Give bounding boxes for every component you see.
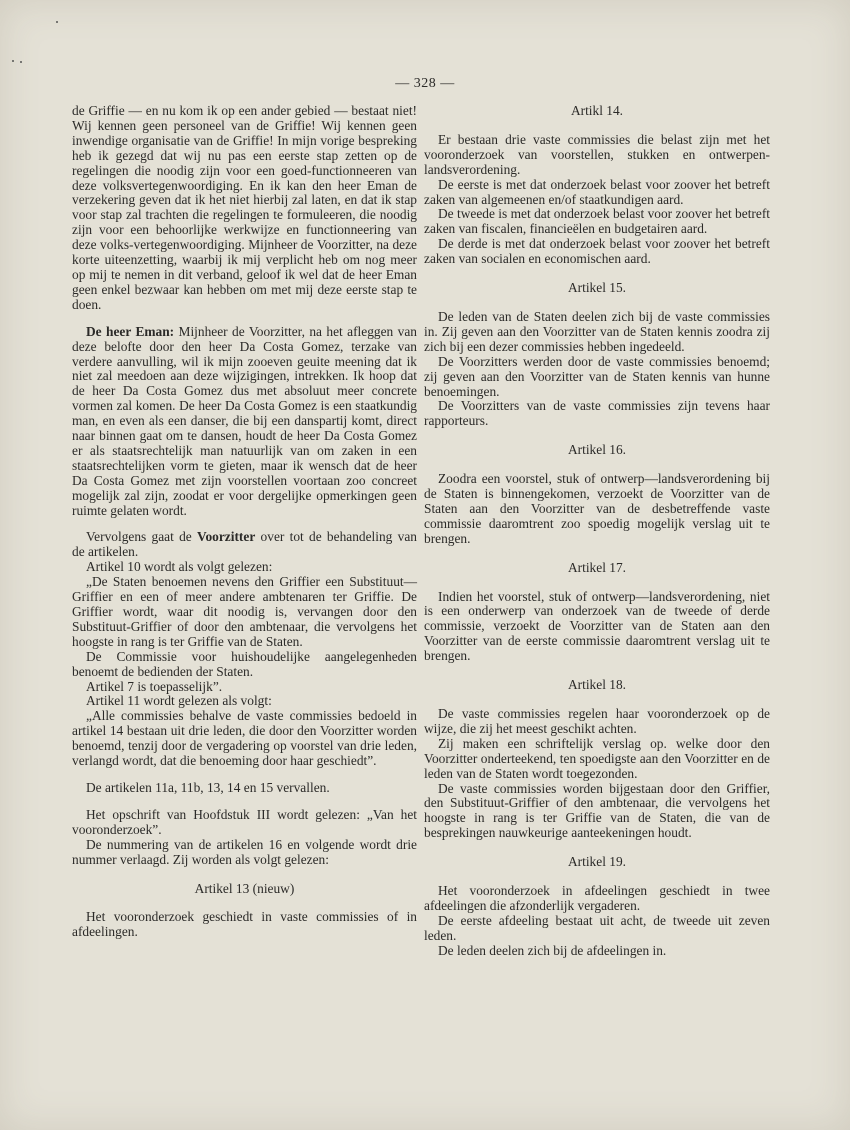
article-heading: Artikel 16. [567,442,626,458]
right-column [424,104,770,959]
speaker-name: Voorzitter [197,529,256,545]
paragraph: Artikel 10 wordt als volgt gelezen: [86,559,273,575]
speaker-name: De heer Eman: [86,323,175,339]
article-heading: Artikel 17. [567,559,626,575]
left-column [72,104,417,940]
paragraph: De leden van de Staten deelen zich bij de vaste commissies in. Zij geven aan den Voorzitter van de Staten kennis zoodra zij zich bij een dezer commissies hebben ingedeeld. [424,308,770,354]
paragraph: Het vooronderzoek in afdeelingen geschiedt in twee afdeelingen die afzonderlijk vergaderen. [424,883,770,913]
scan-speck [20,61,22,63]
text-run: Vervolgens gaat de [86,529,192,545]
paragraph: De vaste commissies worden bijgestaan door den Griffier, den Substituut-Griffier of den ambtenaar, die vervolgens het hoogste in rang is ter Griffie van de Staten, die van de besprekingen nauwkeurige aanteekeningen houdt. [424,780,770,841]
article-heading: Artikel 15. [567,280,626,296]
paragraph: Het vooronderzoek geschiedt in vaste commissies of in afdeelingen. [72,909,417,940]
paragraph: De eerste afdeeling bestaat uit acht, de tweede uit zeven leden. [424,912,770,943]
paragraph: Het opschrift van Hoofdstuk III wordt gelezen: „Van het vooronderzoek”. [72,806,417,837]
paragraph: De derde is met dat onderzoek belast voor zoover het betreft zaken van socialen en economischen aard. [424,236,770,267]
article-heading: Artikel 13 (nieuw) [194,880,295,896]
paragraph: Indien het voorstel, stuk of ontwerp—landsverordening, niet is een onderwerp van onderzoek van de tweede of derde commissie, verzoekt de Voorzitter van de Staten aan den Voorzitter van de eerste commissie daaromtrent verslag uit te brengen. [424,588,770,664]
article-heading: Artikel 18. [567,677,626,693]
paragraph: De tweede is met dat onderzoek belast voor zoover het betreft zaken van fiscalen, financieëlen en budgetairen aard. [424,206,770,237]
page-number: — 328 — [395,76,455,91]
scan-speck [56,21,58,23]
paragraph: De Voorzitters werden door de vaste commissies benoemd; zij geven aan den Voorzitter van de Staten kennis van hunne benoemingen. [424,353,770,399]
text-run: over tot de behandeling van de artikelen. [72,529,417,560]
paragraph: de Griffie — en nu kom ik op een ander gebied — bestaat niet! Wij kennen geen personeel van de Griffie! Wij kennen geen inwendige organisatie van de Griffie! In mijn vorige bespreking heb ik gezegd dat wij nu pas een eerste stap zetten op de regelingen die noodig zijn voor een goed-functionneeren van deze volksvertegenwoordiging. En ik kan den heer Eman de verzekering geven dat ik het niet hierbij zal laten, en dat ik stap voor stap zal trachten die regelingen te formuleeren, die noodig zijn voor een behoorlijke werkwijze en functionneering van deze volks-vertegenwoordiging. Mijnheer de Voorzitter, na deze korte uiteenzetting, waarbij ik mij verplicht heb om nog meer op mij te nemen in dit verband, geloof ik wel dat de heer Eman geen enkel bezwaar kan hebben om met mij deze eerste stap te doen. [72,103,417,312]
scan-speck [12,60,14,62]
paragraph: De leden deelen zich bij de afdeelingen in. [438,942,667,958]
paragraph: Zoodra een voorstel, stuk of ontwerp—landsverordening bij de Staten is binnengekomen, verzoekt de Voorzitter van de Staten aan den Voorzitter van de desbetreffende vaste commissie daaromtrent zoo spoedig mogelijk verslag uit te brengen. [424,471,770,546]
paragraph: De vaste commissies regelen haar vooronderzoek op de wijze, die zij het meest geschikt achten. [424,706,770,736]
paragraph [72,325,417,519]
article-heading: Artikel 19. [567,854,626,870]
paragraph: „Alle commissies behalve de vaste commissies bedoeld in artikel 14 bestaan uit drie leden, die door den Voorzitter worden benoemd, tenzij door de vergadering op voorstel van drie leden, verlangd wordt, dat die benoeming door haar geschiedt”. [72,708,417,769]
paragraph: „De Staten benoemen nevens den Griffier een Substituut—Griffier en een of meer andere ambtenaren ter Griffie. De Griffier wordt, waar dit noodig is, vervangen door den Substituut-Griffier of door den ambtenaar, die vervolgens het hoogste in rang is ter Griffie van de Staten. [72,574,417,649]
paragraph: Artikel 11 wordt gelezen als volgt: [86,693,272,709]
paragraph: Artikel 7 is toepasselijk”. [86,678,223,694]
paragraph: Zij maken een schriftelijk verslag op. welke door den Voorzitter onderteekend, ten spoedigste aan den Voorzitter en de leden van de Staten wordt toegezonden. [424,735,770,781]
article-heading: Artikl 14. [570,103,624,118]
paragraph: De eerste is met dat onderzoek belast voor zoover het betreft zaken van algemeenen en/of staatkundigen aard. [424,176,770,207]
paragraph: Er bestaan drie vaste commissies die belast zijn met het vooronderzoek van voorstellen, stukken en ontwerpen-landsverordening. [424,131,770,177]
paragraph: De Commissie voor huishoudelijke aangelegenheden benoemt de bedienden der Staten. [72,648,417,679]
speaker-text: Mijnheer de Voorzitter, na het afleggen van deze belofte door den heer Da Costa Gomez, terzake van verdere aanvulling, wil ik mijn zooeven geuite meening dat ik niet zal meedoen aan deze wijzigingen, intrekken. Ik hoop dat de heer Da Costa Gomez dus met absoluut meer concrete vormen zal komen. De heer Da Costa Gomez is een staatkundig man, en even als een danser, die bij een danspartij komt, direct naar binnen gaat om te dansen, houdt de heer Da Costa Gomez er als staatsrechtelijk man natuurlijk van om zaken in een staatsrechtelijken vorm te gieten, maar ik wensch dat de heer Da Costa Gomez met zijn voorstellen voortaan zoo concreet mogelijk zal zijn, zoodat er voor dergelijke opmerkingen geen ruimte gelaten wordt. [72,323,417,518]
paragraph: De Voorzitters van de vaste commissies zijn tevens haar rapporteurs. [424,398,770,429]
paragraph: De artikelen 11a, 11b, 13, 14 en 15 vervallen. [86,779,330,795]
paragraph [72,530,417,560]
paragraph: De nummering van de artikelen 16 en volgende wordt drie nummer verlaagd. Zij worden als volgt gelezen: [72,836,417,867]
